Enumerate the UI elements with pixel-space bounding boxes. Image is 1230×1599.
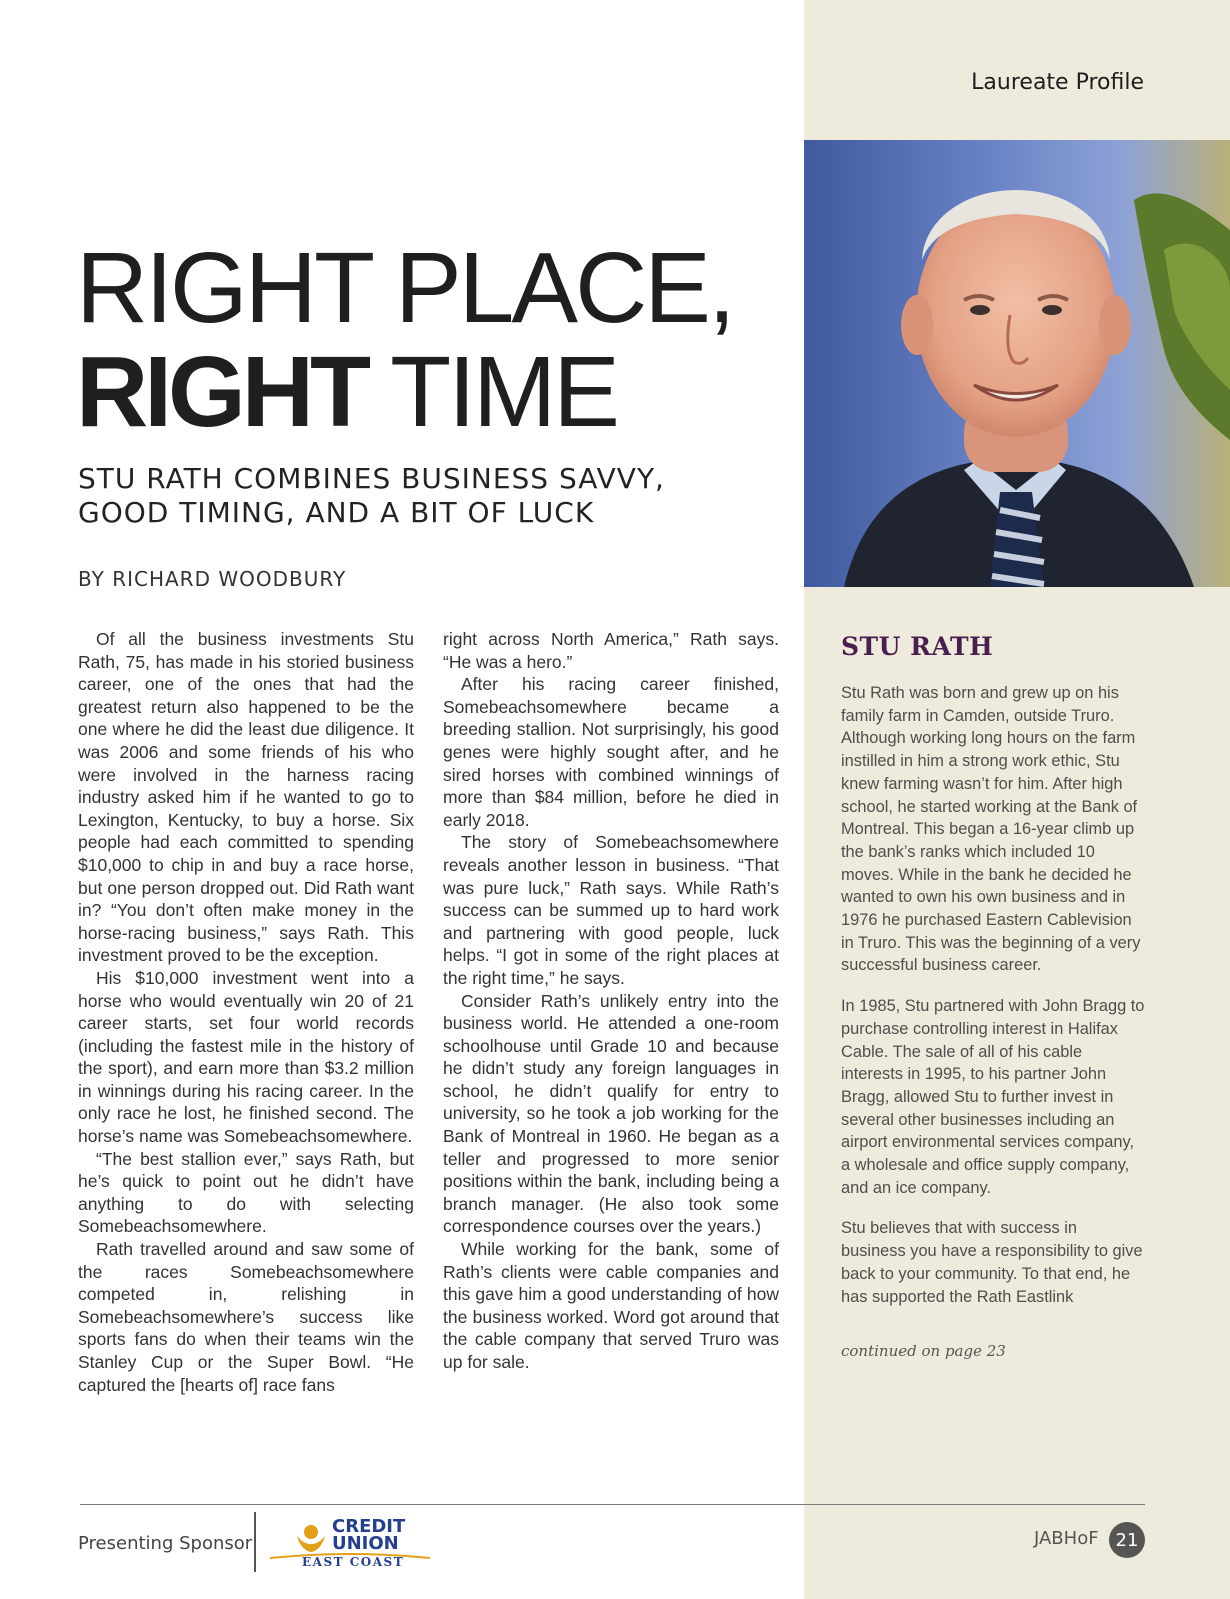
headline-line2-light: TIME (367, 336, 617, 448)
article-paragraph: Consider Rath’s unlikely entry into the business world. He attended a one-room schoolhouse until Grade 10 and because he didn’t study any foreign languages in school, he didn’t qualify for entry to university, so he took a job working for the Bank of Montreal in 1960. He began as a teller and progressed to more senior positions within the bank, including being a branch manager. (He also took some correspondence courses over the years.) (443, 990, 779, 1237)
sidebar-bio (841, 682, 1146, 1326)
article-paragraph: The story of Somebeachsomewhere reveals another lesson in business. “That was pure luck,” Rath says. While Rath’s success can be summed up to hard work and partnering with good people, luck helps. “I got in some of the right places at the right time,” he says. (443, 832, 779, 988)
page-number-badge: 21 (1109, 1522, 1145, 1558)
article-paragraph: Of all the business investments Stu Rath, 75, has made in his storied business career, one of the ones that had the greatest return also happened to be the one where he did the least due diligence. It was 2006 and some friends of his who were involved in the harness racing industry asked him if he wanted to go to Lexington, Kentucky, to buy a horse. Six people had each committed to spending $10,000 to chip in and buy a race horse, but one person dropped out. Did Rath want in? “You don’t often make money in the horse-racing business,” says Rath. This investment proved to be the exception. (78, 629, 414, 966)
section-label: Laureate Profile (971, 70, 1144, 95)
article-subhead: STU RATH COMBINES BUSINESS SAVVY, GOOD TIMING, AND A BIT OF LUCK (78, 462, 665, 529)
hands-icon (294, 1522, 328, 1554)
article-paragraph: While working for the bank, some of Rath’s clients were cable companies and this gave him a good understanding of how the business worked. Word got around that the cable company that served Truro was up for sale. (443, 1239, 779, 1372)
headline-line1: RIGHT PLACE, (76, 232, 733, 344)
footer-rule (80, 1504, 1145, 1505)
sponsor-label: Presenting Sponsor (78, 1533, 253, 1554)
article-paragraph: “The best stallion ever,” says Rath, but he’s quick to point out he didn’t have anything to do with selecting Somebeachsomewhere. (78, 1148, 414, 1237)
continued-note: continued on page 23 (841, 1342, 1006, 1360)
article-headline (76, 232, 776, 448)
sidebar-paragraph: In 1985, Stu partnered with John Bragg to purchase controlling interest in Halifax Cable. The sale of all of his cable interests in 1995, to his partner John Bragg, allowed Stu to further invest in several other businesses including an airport environmental services company, a wholesale and office supply company, and an ice company. (841, 997, 1145, 1197)
logo-line2: UNION (332, 1533, 399, 1554)
journal-name: JABHoF (1034, 1528, 1099, 1549)
article-paragraph: His $10,000 investment went into a horse who would eventually win 20 of 21 career starts, set four world records (including the fastest mile in the history of the sport), and earn more than $3.2 million in winnings during his racing career. In the only race he lost, he finished second. The horse’s name was Somebeachsomewhere. (78, 967, 414, 1147)
headline-line2 (76, 336, 776, 448)
headline-line2-bold: RIGHT (76, 336, 368, 448)
article-column-2 (443, 628, 779, 1374)
article-column-1 (78, 628, 414, 1396)
article-paragraph: Rath travelled around and saw some of the races Somebeachsomewhere competed in, relishing in Somebeachsomewhere’s success like sports fans do when their teams win the Stanley Cup or the Super Bowl. “He captured the [hearts of] race fans (78, 1239, 414, 1395)
sidebar-paragraph: Stu Rath was born and grew up on his family farm in Camden, outside Truro. Although working long hours on the farm instilled in him a strong work ethic, Stu knew farming wasn’t for him. After high school, he started working at the Bank of Montreal. This began a 16-year climb up the bank’s ranks which included 10 moves. While in the bank he decided he wanted to own his own business and in 1976 he purchased Eastern Cablevision in Truro. This was the beginning of a very successful business career. (841, 684, 1141, 975)
logo-text (332, 1518, 405, 1552)
article-byline: BY RICHARD WOODBURY (78, 567, 347, 591)
logo-line3: EAST COAST (302, 1555, 405, 1569)
portrait-photo (804, 140, 1230, 587)
sidebar-title: STU RATH (841, 632, 994, 661)
logo-line1: CREDIT (332, 1516, 406, 1537)
sidebar-paragraph: Stu believes that with success in business you have a responsibility to give back to your community. To that end, he has supported the Rath Eastlink (841, 1219, 1143, 1306)
credit-union-logo (270, 1518, 430, 1574)
sponsor-divider (254, 1512, 256, 1572)
article-paragraph: After his racing career finished, Somebeachsomewhere became a breeding stallion. Not surprisingly, his good genes were highly sought after, and he sired horses with combined winnings of more than $84 million, before he died in early 2018. (443, 674, 779, 830)
article-paragraph: right across North America,” Rath says. “He was a hero.” (443, 629, 779, 672)
